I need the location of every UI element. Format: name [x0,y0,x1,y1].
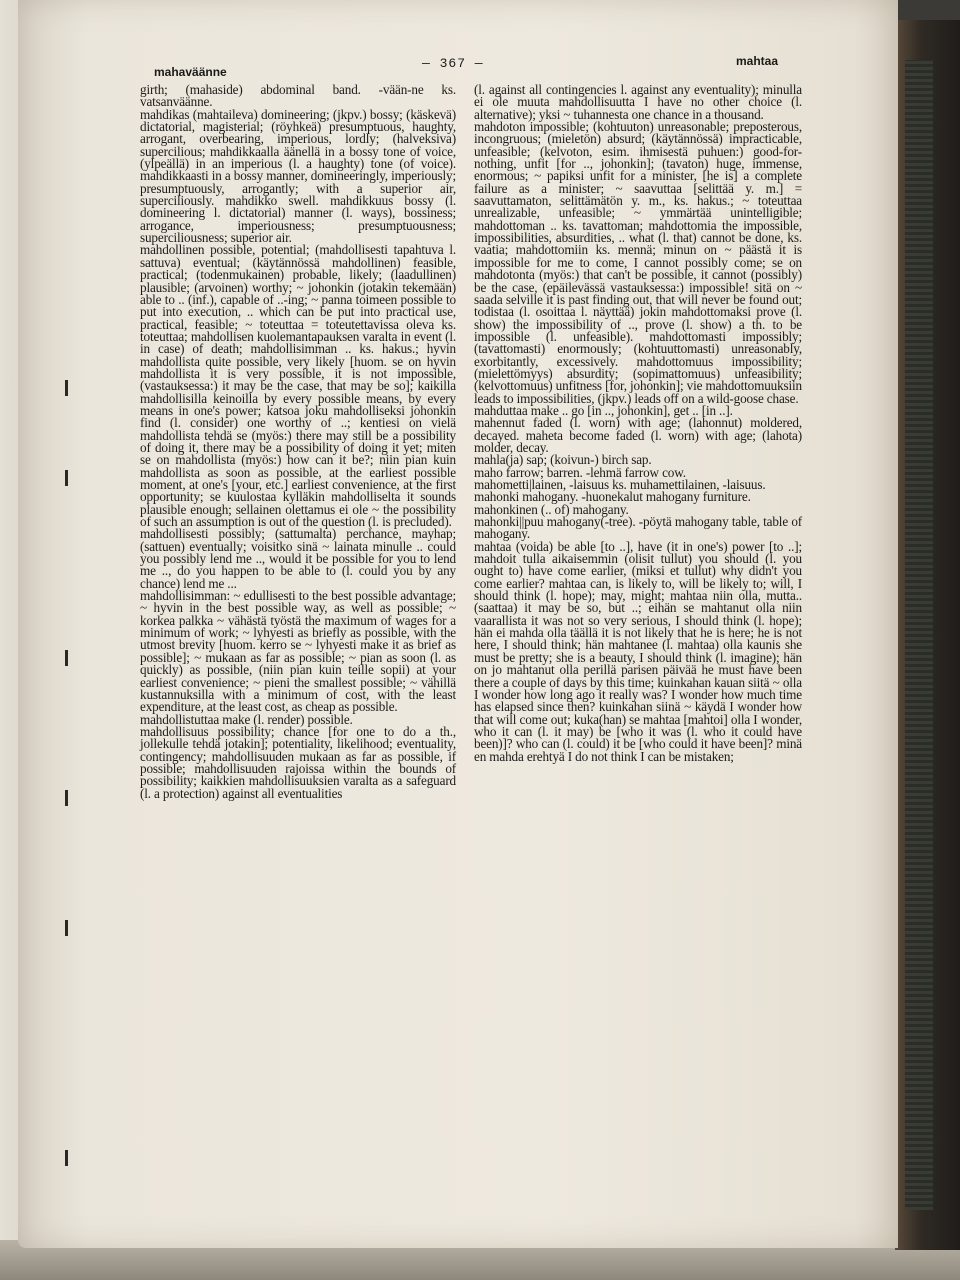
page-header [130,54,780,78]
book-binding-cloth [905,60,933,1210]
page-gutter-marks [65,0,69,1248]
entry-mahdollisesti: mahdollisesti possibly; (sattumalta) perchance, mayhap; (sattuen) eventually; voisitko sinä ~ lainata minulle .. could you possibly lend me .., would it be possible for you to lend me .., do you happen to be able to (l. could you by any chance) lend me ... [140,526,456,591]
entry-girth-continued: girth; (mahaside) abdominal band. -vään-ne ks. vatsanväänne. [140,82,456,110]
entry-mahduttaa: mahduttaa make .. go [in .., johonkin], get .. [in ..]. [474,402,733,418]
gutter-mark [65,650,68,666]
left-column [140,84,456,800]
guide-word-left: mahaväänne [154,65,227,79]
entry-mahonkinen: mahonkinen (.. of) mahogany. [474,501,629,517]
entry-mahdikas: mahdikas (mahtaileva) domineering; (jkpv.) bossy; (käskevä) dictatorial, magisterial; (röyhkeä) presumptuous, haughty, arrogant, overbearing, imperious, lordly; (halveksiva) supercilious; mahdikkaalla äänellä in a bossy tone of voice, (ylpeällä) in an imperious (l. a haughty) tone (of voice). mahdikkaasti in a bossy manner, domineeringly, imperiously; presumptuously, arrogantly; with a superior air, superciliously. mahdikko swell. mahdikkuus bossy (l. domineering l. dictatorial) manner (l. ways), bossiness; arrogance, imperiousness; presumptuousness; superciliousness; superior air. [140,106,456,246]
entry-mahdoton: mahdoton impossible; (kohtuuton) unreasonable; preposterous, incongruous; (mieletön) absurd; (käytännössä) impracticable, unfeasible; (kelvoton, esim. ihmisestä puhuen:) good-for-nothing, unfit [for .., johonkin]; (tavaton) huge, immense, enormous; ~ papiksi unfit for a minister, [he is] a complete failure as a minister; ~ saavuttaa [selittää y. m.] = saavuttamaton, selittämätön y. m., ks. hakus.; ~ toteuttaa unrealizable, unfeasible; ~ ymmärtää unintelligible; mahdottoman .. ks. tavattoman; mahdottomia the impossible, impossibilities, absurdities, .. what (l. that) cannot be done, ks. vaatia; mahdottomiin ks. mennä; minun on ~ päästä it is impossible for me to come, I cannot possibly come; se on mahdotonta (myös:) that can't be possible, it cannot (possibly) be the case, (epäilevässä vastauksessa:) impossible! sitä on ~ saada selville it is past finding out, that will never be found out; todistaa (l. osoittaa l. näyttää) jokin mahdottomaksi prove (l. show) the impossibility of .., prove (l. show) a th. to be impossible (l. unfeasible). mahdottomasti impossibly; (tavattomasti) enormously; (kohtuuttomasti) unreasonably, exorbitantly, excessively. mahdottomuus impossibility; (mielettömyys) absurdity; (sopimattomuus) unfeasibility; (kelvottomuus) unfitness [for, johonkin]; vie mahdottomuuksiin leads to impossibilities, (jkpv.) leads off on a wild-goose chase. [474,119,802,406]
entry-mahdollinen: mahdollinen possible, potential; (mahdollisesti tapahtuva l. sattuva) eventual; (käytännössä mahdollinen) feasible, practical; (todenmukainen) probable, likely; (laadullinen) plausible; (arvoinen) worthy; ~ johonkin (jotakin tekemään) able to .. (inf.), capable of ..-ing; ~ panna toimeen possible to put into execution, .. which can be put into practical use, practical, feasible; ~ toteuttaa = toteutettavissa oleva ks. toteuttaa; mahdollisen kuolemantapauksen varalta in event (l. in case) of death; mahdollisimman .. ks. hakus.; hyvin mahdollista quite possible, very likely [huom. se on hyvin mahdollista it is very possible, it is not impossible, (vastauksessa:) it may be the case, that may be so]; kaikilla mahdollisilla keinoilla by every possible means, by every means in one's power; katsoa joku mahdolliseksi johonkin find (l. consider) one worthy of ..; kentiesi on vielä mahdollista tehdä se (myös:) there may still be a possibility of doing it, there may be a possibility of doing it yet; miten se on mahdollista (myös:) how can it be?; niin pian kuin mahdollista as soon as possible, at the earliest possible moment, at one's [your, etc.] earliest convenience, at the first opportunity; se kuulostaa kylläkin mahdolliselta it sounds plausible enough; sellainen olettamus ei ole ~ the possibility of such an assumption is out of the question (l. is precluded). [140,242,456,530]
entry-mahdollistuttaa: mahdollistuttaa make (l. render) possible. [140,711,353,727]
gutter-mark [65,1150,68,1166]
gutter-mark [65,380,68,396]
entry-mahomettilainen: mahometti|lainen, -laisuus ks. muhamettilainen, -laisuus. [474,477,766,492]
gutter-mark [65,920,68,936]
page-number: — 367 — [422,56,484,71]
entry-mahdollisuus-continued: (l. against all contingencies l. against any eventuality); minulla ei ole muuta mahdollisuutta I have no other choice (l. alternative); yksi ~ tuhannesta one chance in a thousand. [474,82,802,122]
entry-mahdollisimman: mahdollisimman: ~ edullisesti to the best possible advantage; ~ hyvin in the best possible way, as well as possible; ~ korkea palkka ~ vähästä työstä the maximum of wages for a minimum of work; ~ lyhyesti as briefly as possible, with the utmost brevity [huom. kerro se ~ lyhyesti make it as brief as possible]; ~ mukaan as far as possible; ~ pian as soon (l. as quickly) as possible, (niin pian kuin teille sopii) at your earliest convenience; ~ pieni the smallest possible; ~ vähillä kustannuksilla with a minimum of cost, with the least expenditure, at the least cost, as cheap as possible. [140,588,456,715]
gutter-mark [65,790,68,806]
entry-mahonki: mahonki mahogany. -huonekalut mahogany furniture. [474,489,751,505]
right-column [474,84,802,763]
entry-mahdollisuus: mahdollisuus possibility; chance [for one to do a th., jollekulle tehdä jotakin]; potentiality, likelihood; eventuality, contingency; mahdollisuuden mukaan as far as possible, if possible; mahdollisuuden rajoissa within the bounds of possibility; kaikkien mahdollisuuksien varalta as a safeguard (l. a protection) against all eventualities [140,723,456,801]
entry-mahennut: mahennut faded (l. worn) with age; (lahonnut) moldered, decayed. maheta become faded (l. worn) with age; (lahota) molder, decay. [474,415,802,455]
entry-mahonkipuu: mahonki||puu mahogany(-tree). -pöytä mahogany table, table of mahogany. [474,514,802,542]
entry-maho: maho farrow; barren. -lehmä farrow cow. [474,464,686,480]
entry-mahla: mahla(ja) sap; (koivun-) birch sap. [474,452,652,468]
gutter-mark [65,470,68,486]
guide-word-right: mahtaa [735,54,778,68]
entry-mahtaa: mahtaa (voida) be able [to ..], have (it in one's) power [to ..]; mahdoit tulla aikaisemmin (olisit tullut) you should (l. you ought to) have come earlier, (miksi et tullut) why didn't you come earlier? mahtaa can, is likely to, will be likely to; will, I should think (l. hope); may, might; mahtaa niin olla, mutta.. (saattaa) it may be so, but ..; eihän se mahtanut olla niin vaarallista it was not so very serious, I should think (l. hope); hän ei mahda olla täällä it is not likely that he is here; he is not here, I should think; hän mahtanee (l. mahtaa) olla kaunis she must be pretty; she is a beauty, I should think (l. imagine); hän on jo mahtanut olla perillä parisen päivää he must have been there a couple of days by this time; kuinkahan kauan siitä ~ olla I wonder how long ago it really was? I wonder how much time has elapsed since then? kuinkahan siinä ~ käydä I wonder how that will come out; kuka(han) se mahtaa [mahtoi] olla I wonder, who it can (l. it may) be [who it was (l. who it could have been)]? who can (l. could) it be [who could it have been]? minä en mahda erehtyä I do not think I can be mistaken; [474,538,802,764]
